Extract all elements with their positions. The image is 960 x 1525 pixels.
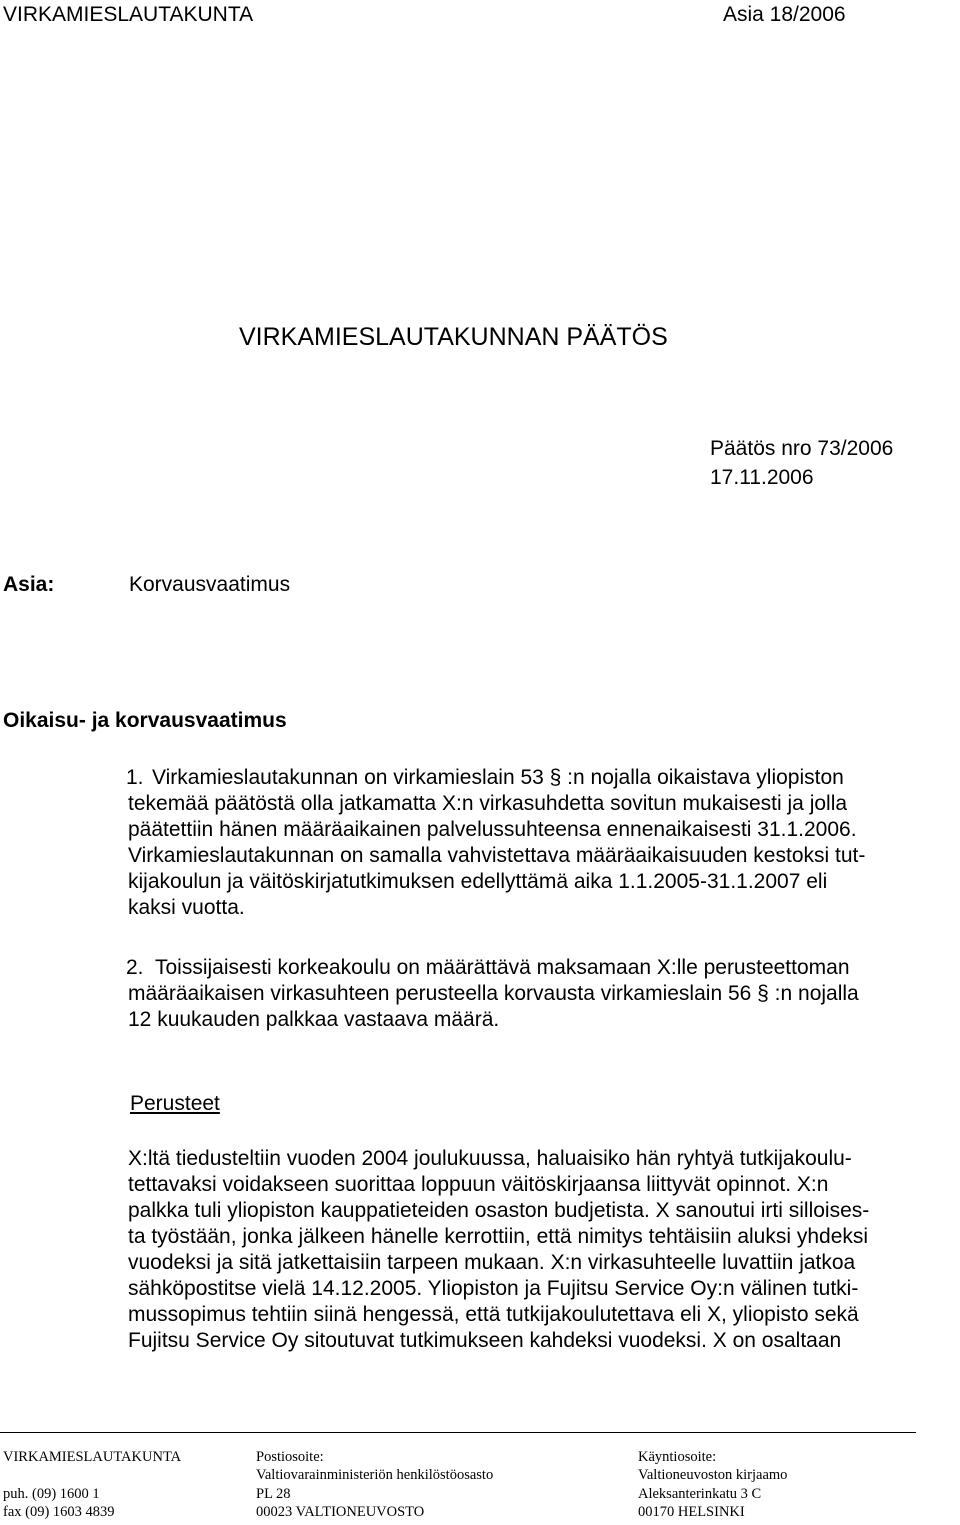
grounds-line: ta työstään, jonka jälkeen hänelle kerrottiin, että nimitys tehtäisiin aluksi yhdeksi	[128, 1225, 869, 1248]
header-organization: VIRKAMIESLAUTAKUNTA	[3, 3, 254, 26]
footer-visit-line: Valtioneuvoston kirjaamo	[638, 1467, 788, 1483]
footer-visit-line: 00170 HELSINKI	[638, 1504, 745, 1520]
claim-1	[128, 765, 960, 921]
claim-1-line: päätettiin hänen määräaikainen palvelussuhteensa ennenaikaisesti 31.1.2006.	[128, 818, 857, 841]
grounds-line: X:ltä tiedusteltiin vuoden 2004 joulukuussa, haluaisiko hän ryhtyä tutkijakoulu-	[128, 1147, 852, 1170]
claim-2-line: määräaikaisen virkasuhteen perusteella korvausta virkamieslain 56 § :n nojalla	[128, 982, 859, 1005]
footer-divider	[0, 1432, 916, 1433]
grounds-line: mussopimus tehtiin siinä hengessä, että tutkijakoulutettava eli X, yliopisto sekä	[128, 1303, 859, 1326]
grounds-line: Fujitsu Service Oy sitoutuvat tutkimukseen kahdeksi vuodeksi. X on osaltaan	[128, 1329, 842, 1352]
claim-2-number: 2.	[126, 956, 144, 979]
document-title: VIRKAMIESLAUTAKUNNAN PÄÄTÖS	[239, 323, 668, 351]
claim-2-line: 12 kuukauden palkkaa vastaava määrä.	[128, 1008, 500, 1031]
grounds-heading: Perusteet	[130, 1092, 220, 1115]
claim-1-line: kaksi vuotta.	[128, 896, 245, 919]
claim-1-line: Virkamieslautakunnan on samalla vahvistettava määräaikaisuuden kestoksi tut-	[128, 844, 866, 867]
subject-label: Asia:	[3, 573, 55, 596]
footer-postal-line: 00023 VALTIONEUVOSTO	[256, 1504, 425, 1520]
claim-1-line: kijakoulun ja väitöskirjatutkimuksen edellyttämä aika 1.1.2005-31.1.2007 eli	[128, 870, 828, 893]
claim-2-line: Toissijaisesti korkeakoulu on määrättävä maksamaan X:lle perusteettoman	[155, 956, 850, 979]
footer-organization: VIRKAMIESLAUTAKUNTA	[3, 1449, 182, 1465]
decision-number: Päätös nro 73/2006	[710, 437, 894, 460]
grounds-line: sähköpostitse vielä 14.12.2005. Yliopiston ja Fujitsu Service Oy:n välinen tutki-	[128, 1277, 859, 1300]
grounds-line: palkka tuli yliopiston kauppatieteiden osaston budjetista. X sanoutui irti silloises-	[128, 1199, 870, 1222]
section-heading: Oikaisu- ja korvausvaatimus	[3, 709, 287, 732]
header-case-number: Asia 18/2006	[723, 3, 846, 26]
footer-postal-label: Postiosoite:	[256, 1449, 324, 1465]
claim-2	[128, 955, 960, 1033]
footer-visit-label: Käyntiosoite:	[638, 1449, 717, 1465]
claim-1-line: Virkamieslautakunnan on virkamieslain 53 § :n nojalla oikaistava yliopiston	[152, 766, 844, 789]
claim-1-number: 1.	[126, 766, 144, 789]
footer-postal-line: PL 28	[256, 1486, 291, 1502]
grounds-line: tettavaksi voidakseen suorittaa loppuun väitöskirjaansa liittyvät opinnot. X:n	[128, 1173, 829, 1196]
subject-value: Korvausvaatimus	[129, 573, 291, 596]
grounds-paragraph	[128, 1146, 960, 1354]
footer-phone: puh. (09) 1600 1	[3, 1486, 100, 1502]
grounds-line: vuodeksi ja sitä jatkettaisiin tarpeen mukaan. X:n virkasuhteelle luvattiin jatkoa	[128, 1251, 856, 1274]
claim-1-line: tekemää päätöstä olla jatkamatta X:n virkasuhdetta sovitun mukaisesti ja jolla	[128, 792, 848, 815]
footer-fax: fax (09) 1603 4839	[3, 1504, 115, 1520]
decision-date: 17.11.2006	[710, 466, 814, 489]
footer-visit-line: Aleksanterinkatu 3 C	[638, 1486, 762, 1502]
footer-postal-line: Valtiovarainministeriön henkilöstöosasto	[256, 1467, 494, 1483]
